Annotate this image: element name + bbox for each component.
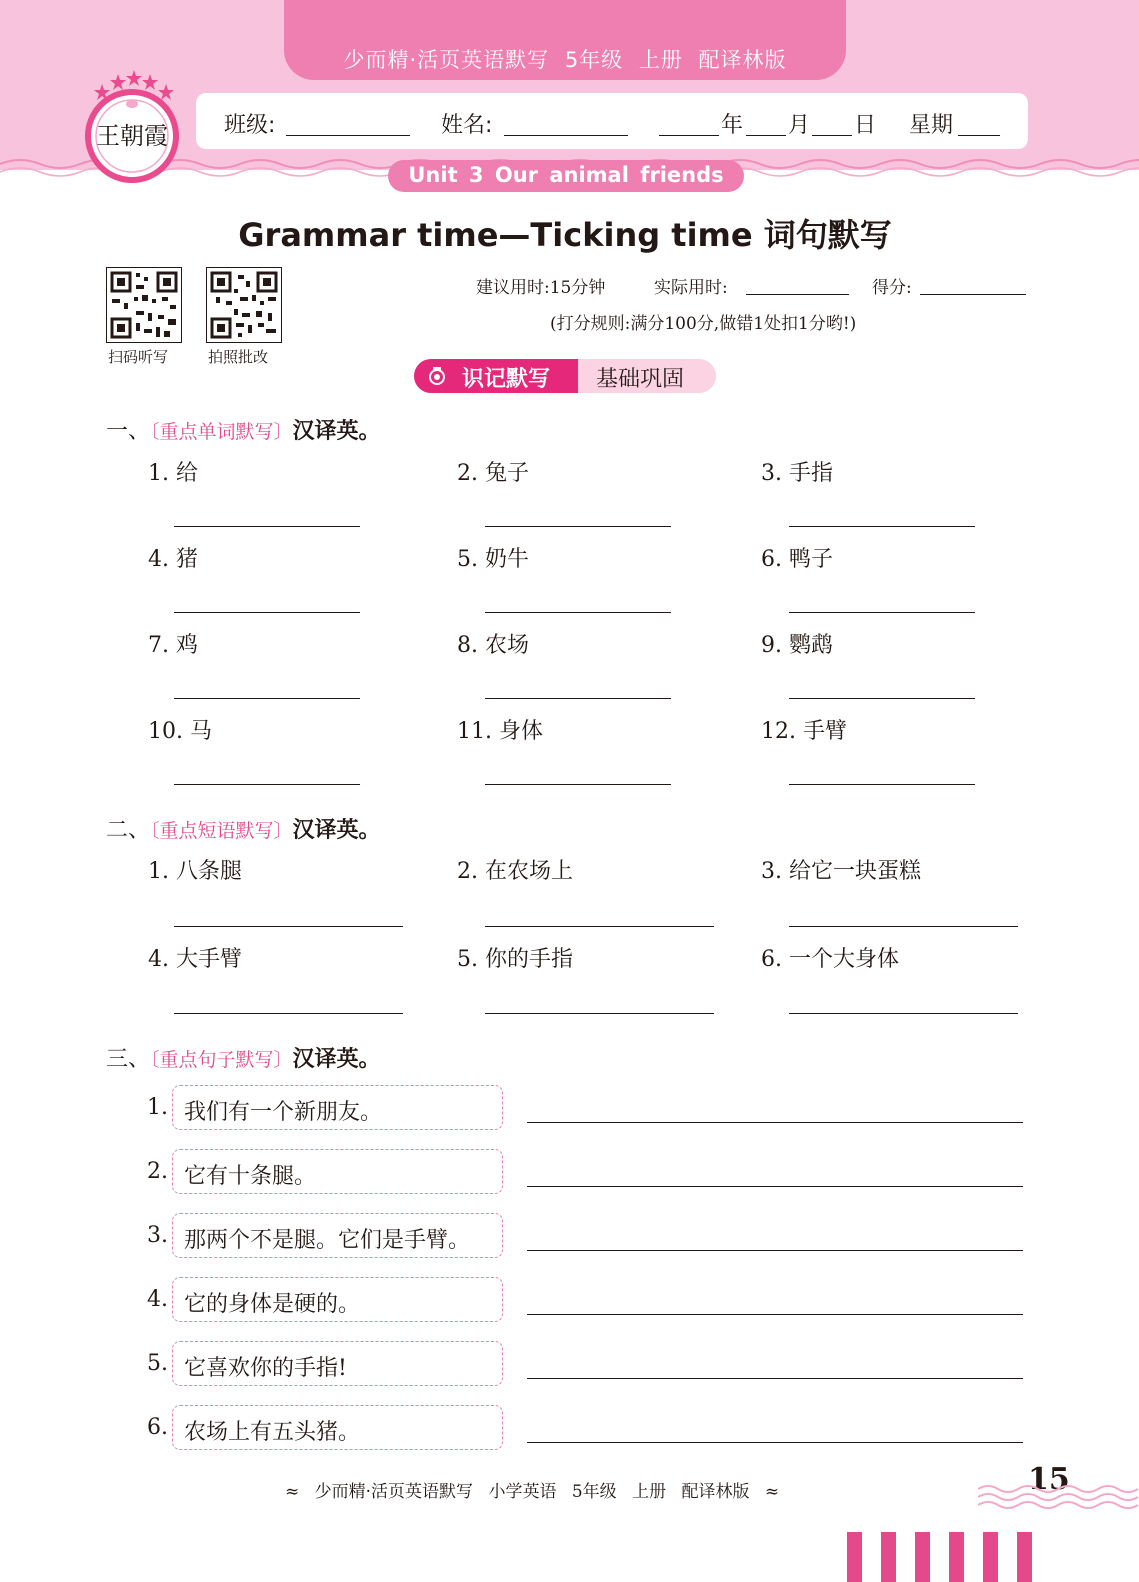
sentence-text: 它有十条腿。 [184, 1164, 317, 1189]
phrase-answer-line[interactable] [174, 1013, 403, 1014]
section2-heading [106, 813, 381, 844]
score-label: 得分: [872, 278, 912, 298]
word-answer-line[interactable] [174, 784, 360, 785]
footer-bar [1017, 1532, 1032, 1582]
logo-text: 王朝霞 [96, 122, 168, 150]
section2-instruction: 汉译英。 [292, 818, 381, 843]
sentence-number: 5. [147, 1351, 168, 1376]
sentence-text: 我们有一个新朋友。 [184, 1100, 383, 1125]
phrase-item: 1. 八条腿 [148, 859, 242, 884]
section3-number: 三、 [106, 1047, 151, 1072]
qr-listen-label: 扫码听写 [108, 348, 169, 366]
sentence-text: 那两个不是腿。它们是手臂。 [184, 1228, 471, 1253]
year-field[interactable] [659, 135, 719, 136]
section2-number: 二、 [106, 818, 151, 843]
sentence-number: 3. [147, 1223, 168, 1248]
footer-bar [847, 1532, 862, 1582]
day-label: 日 [854, 113, 877, 138]
footer-series: ≈ 少而精·活页英语默写 小学英语 5年级 上册 配译林版 ≈ [285, 1482, 780, 1502]
actual-time-label: 实际用时: [654, 278, 728, 298]
footer-bar [949, 1532, 964, 1582]
sentence-answer-line[interactable] [527, 1378, 1023, 1379]
word-answer-line[interactable] [174, 698, 360, 699]
section1-number: 一、 [106, 419, 151, 444]
word-answer-line[interactable] [485, 526, 671, 527]
word-item: 2. 兔子 [457, 461, 529, 486]
name-label: 姓名: [441, 113, 493, 138]
sentence-number: 2. [147, 1159, 168, 1184]
month-field[interactable] [746, 135, 786, 136]
sentence-text: 它喜欢你的手指! [184, 1356, 347, 1381]
footer-bar [881, 1532, 896, 1582]
word-answer-line[interactable] [174, 526, 360, 527]
day-field[interactable] [812, 135, 852, 136]
word-item: 11. 身体 [457, 719, 543, 744]
word-answer-line[interactable] [485, 698, 671, 699]
word-item: 9. 鹦鹉 [761, 633, 833, 658]
section1-tag: 〔重点单词默写〕 [150, 421, 293, 443]
phrase-answer-line[interactable] [789, 926, 1018, 927]
page-title: Grammar time—Ticking time 词句默写 [238, 216, 892, 254]
word-answer-line[interactable] [485, 612, 671, 613]
section3-heading [106, 1042, 381, 1073]
series-title: 少而精·活页英语默写 5年级 上册 配译林版 [343, 48, 787, 72]
unit-title: Unit 3 Our animal friends [408, 163, 724, 187]
word-item: 10. 马 [148, 719, 212, 744]
weekday-field[interactable] [958, 135, 1000, 136]
phrase-answer-line[interactable] [174, 926, 403, 927]
phrase-item: 2. 在农场上 [457, 859, 573, 884]
word-item: 7. 鸡 [148, 633, 198, 658]
sentence-number: 4. [147, 1287, 168, 1312]
sentence-answer-line[interactable] [527, 1250, 1023, 1251]
suggested-time: 建议用时:15分钟 [476, 278, 606, 298]
sentence-number: 6. [147, 1415, 168, 1440]
qr-code-photo-icon[interactable] [206, 267, 282, 343]
name-field[interactable] [504, 135, 628, 136]
qr-code-listen-icon[interactable] [106, 267, 182, 343]
phrase-answer-line[interactable] [485, 1013, 714, 1014]
phrase-item: 6. 一个大身体 [761, 947, 899, 972]
word-item: 4. 猪 [148, 547, 198, 572]
sentence-answer-line[interactable] [527, 1314, 1023, 1315]
class-label: 班级: [224, 113, 276, 138]
word-answer-line[interactable] [789, 526, 975, 527]
student-info-box [196, 93, 1028, 149]
sentence-answer-line[interactable] [527, 1442, 1023, 1443]
sentence-answer-line[interactable] [527, 1122, 1023, 1123]
word-item: 12. 手臂 [761, 719, 847, 744]
badge-left-text: 识记默写 [462, 367, 551, 392]
scoring-rule: (打分规则:满分100分,做错1处扣1分哟!) [550, 314, 857, 334]
sentence-number: 1. [147, 1095, 168, 1120]
class-field[interactable] [286, 135, 410, 136]
publisher-logo [80, 68, 184, 186]
word-item: 8. 农场 [457, 633, 529, 658]
section3-instruction: 汉译英。 [292, 1047, 381, 1072]
year-label: 年 [721, 113, 744, 138]
section3-tag: 〔重点句子默写〕 [150, 1049, 293, 1071]
footer-waves [978, 1483, 1139, 1513]
section1-instruction: 汉译英。 [292, 419, 381, 444]
section1-heading [106, 414, 381, 445]
medal-icon [427, 366, 447, 386]
word-item: 5. 奶牛 [457, 547, 529, 572]
page-number: 15 [1028, 1462, 1070, 1497]
word-answer-line[interactable] [789, 612, 975, 613]
actual-time-field[interactable] [746, 294, 849, 295]
section2-tag: 〔重点短语默写〕 [150, 820, 293, 842]
word-item: 1. 给 [148, 461, 198, 486]
phrase-answer-line[interactable] [485, 926, 714, 927]
month-label: 月 [788, 113, 811, 138]
weekday-label: 星期 [909, 113, 954, 138]
footer-bar [915, 1532, 930, 1582]
qr-photo-label: 拍照批改 [208, 348, 269, 366]
word-answer-line[interactable] [485, 784, 671, 785]
footer-bar [983, 1532, 998, 1582]
word-answer-line[interactable] [789, 698, 975, 699]
word-item: 6. 鸭子 [761, 547, 833, 572]
word-answer-line[interactable] [174, 612, 360, 613]
score-field[interactable] [920, 294, 1026, 295]
sentence-answer-line[interactable] [527, 1186, 1023, 1187]
badge-right-text: 基础巩固 [596, 367, 685, 392]
phrase-answer-line[interactable] [789, 1013, 1018, 1014]
phrase-item: 3. 给它一块蛋糕 [761, 859, 921, 884]
word-answer-line[interactable] [789, 784, 975, 785]
phrase-item: 5. 你的手指 [457, 947, 573, 972]
sentence-text: 它的身体是硬的。 [184, 1292, 361, 1317]
sentence-text: 农场上有五头猪。 [184, 1420, 361, 1445]
phrase-item: 4. 大手臂 [148, 947, 242, 972]
word-item: 3. 手指 [761, 461, 833, 486]
